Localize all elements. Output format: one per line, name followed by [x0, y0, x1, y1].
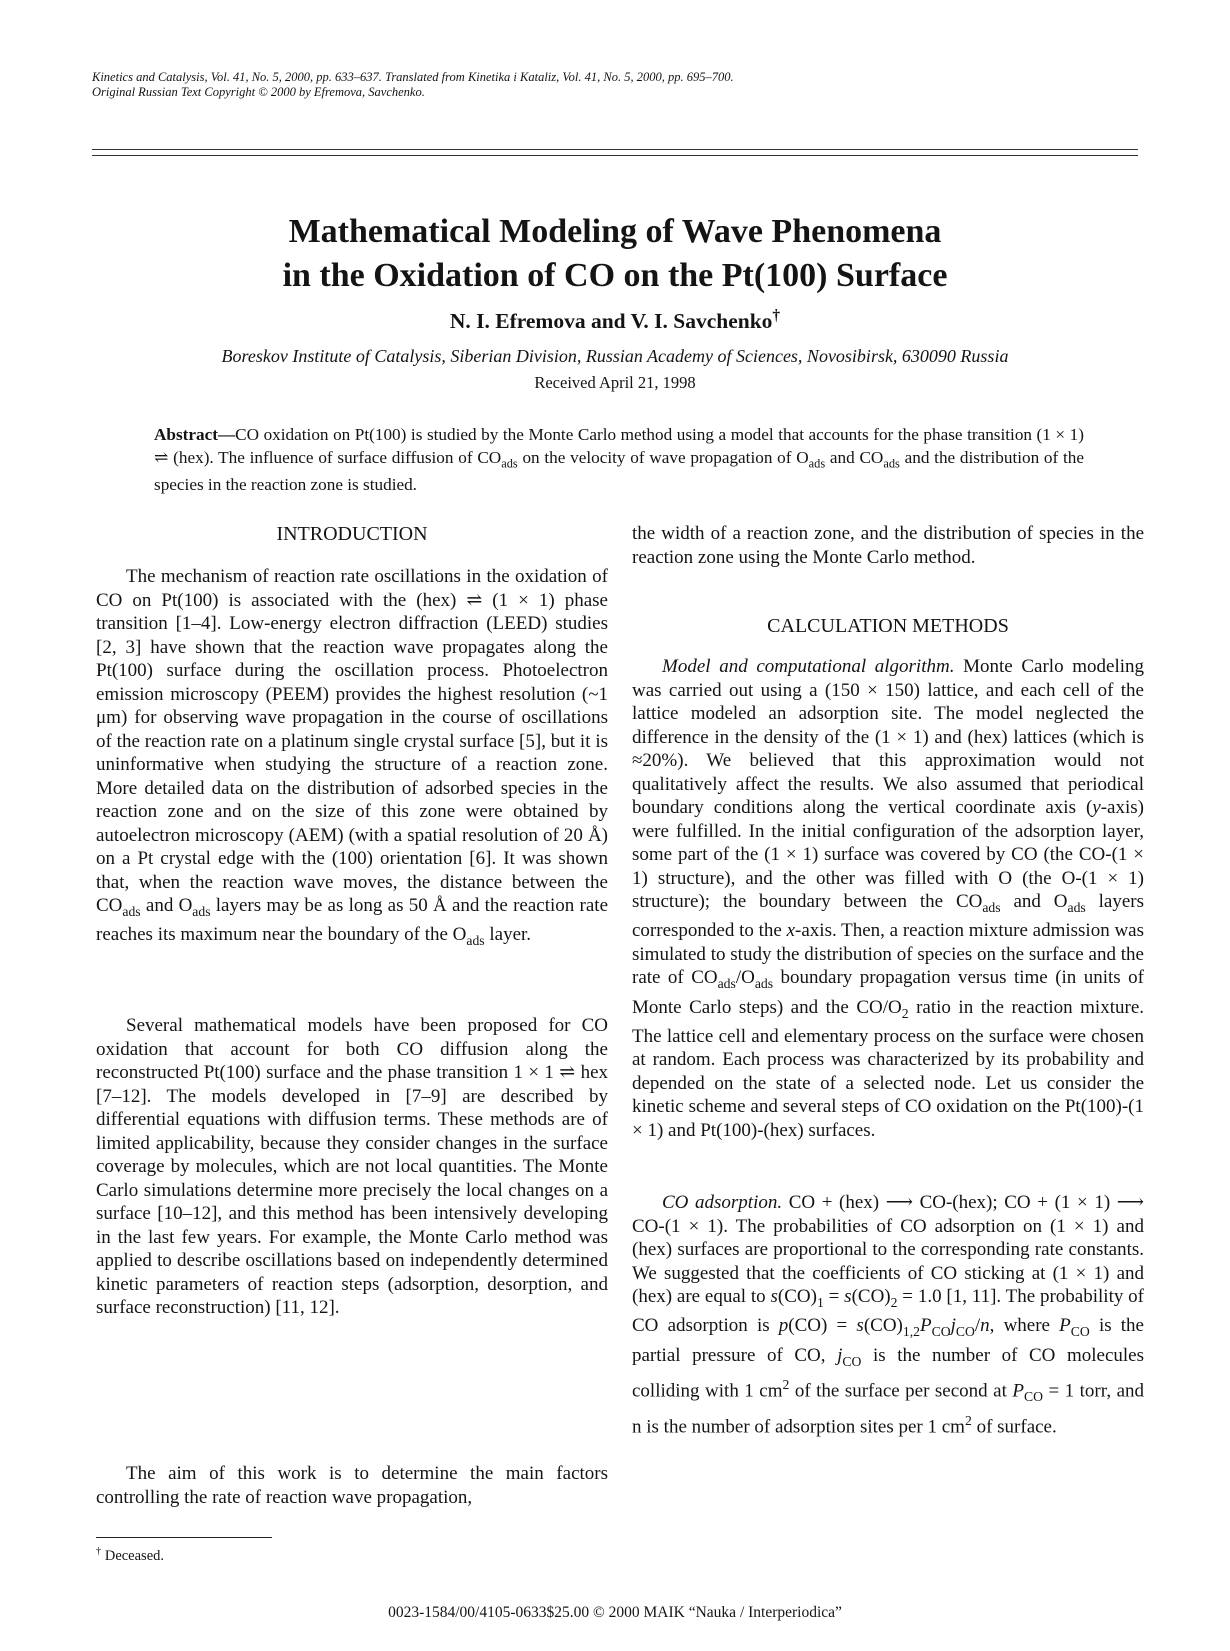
var-P: P: [919, 1315, 932, 1337]
subscript-co: CO: [1070, 1324, 1090, 1340]
superscript-2: 2: [782, 1376, 790, 1392]
subscript-co: CO: [842, 1353, 862, 1369]
intro-p1-text-4: layers may be as long as 50 Å and the reaction rate reaches its maximum near the boundary of the O: [96, 895, 608, 946]
adsorption-text-3: =: [823, 1286, 845, 1307]
model-text-6: /O: [735, 967, 755, 989]
var-P: P: [1012, 1380, 1024, 1402]
introduction-heading: INTRODUCTION: [276, 523, 428, 545]
var-j: j: [837, 1344, 843, 1366]
co-adsorption-paragraph: [632, 1191, 1144, 1438]
received-date: Received April 21, 1998: [534, 373, 696, 392]
adsorption-text-11: is the number of CO molecules colliding with 1 cm: [632, 1344, 1144, 1402]
dagger-mark: †: [96, 1546, 102, 1557]
intro-paragraph-1: [96, 565, 608, 953]
subscript-ads: ads: [717, 976, 736, 992]
subscript-ads: ads: [754, 976, 774, 992]
authors: [92, 307, 1138, 334]
intro-continuation: the width of a reaction zone, and the distribution of species in the reaction zone using the Monte Carlo method.: [632, 523, 1144, 568]
model-text-1: Monte Carlo modeling was carried out using a (150 × 150) lattice, and each cell of the lattice modeled an adsorption site. The model neglected the difference in the density of the (1 × 1) and (hex) lattices (which is ≈20%). We believed that this approximation would not qualitatively affect the results. We also assumed that periodical boundary conditions along the vertical coordinate axis (: [632, 656, 1145, 818]
adsorption-text-9: , where: [989, 1315, 1060, 1337]
adsorption-text-4: (CO): [851, 1286, 891, 1307]
subscript-ads: ads: [982, 899, 1001, 915]
superscript-2: 2: [964, 1412, 972, 1428]
subscript-co: CO: [1023, 1389, 1043, 1405]
intro-paragraph-3: The aim of this work is to determine the main factors controlling the rate of reaction wave propagation,: [96, 1463, 608, 1508]
var-j: j: [950, 1315, 956, 1337]
subscript-1: 1: [816, 1294, 824, 1310]
journal-citation: Kinetics and Catalysis, Vol. 41, No. 5, 2000, pp. 633–637. Translated from Kinetika i Kataliz, Vol. 41, No. 5, 2000, pp. 695–700.: [92, 70, 734, 84]
abstract-text-2: (hex). The influence of surface diffusion of CO: [168, 447, 502, 467]
subscript-1-2: 1,2: [902, 1324, 920, 1340]
var-n: n: [980, 1315, 990, 1337]
adsorption-runin-heading: CO adsorption.: [662, 1192, 783, 1213]
page-footer: 0023-1584/00/4105-0633$25.00 © 2000 MAIK “Nauka / Interperiodica”: [388, 1604, 842, 1621]
intro-p2-text-2: hex [7–12]. The models developed in [7–9] are described by differential equations with diffusion terms. These methods are of limited applicability, because they consider changes in the surface coverage by molecules, which are not local quantities. The Monte Carlo simulations determine more precisely the local changes on a surface [10–12], and this method has been intensively developing in the last few years. For example, the Monte Carlo method was applied to describe oscillations based on independently determined kinetic parameters of reaction steps (adsorption, desorption, and surface reconstruction) [11, 12].: [96, 1062, 609, 1318]
running-header: [92, 70, 734, 100]
calculation-methods-heading: CALCULATION METHODS: [767, 615, 1009, 637]
subscript-ads: ads: [501, 455, 518, 470]
subscript-ads: ads: [192, 903, 211, 919]
adsorption-text-1: CO + (hex) ⟶ CO-(hex); CO + (1 × 1) ⟶ CO-(1 × 1). The probabilities of CO adsorption on (1 × 1) and (hex) surfaces are proportional to the corresponding rate constants. We suggested that the coefficients of CO sticking at (1 × 1) and (hex) are equal to: [632, 1192, 1144, 1307]
var-s: s: [770, 1286, 778, 1307]
affiliation: Boreskov Institute of Catalysis, Siberian Division, Russian Academy of Sciences, Novosibirsk, 630090 Russia: [221, 346, 1009, 366]
model-paragraph: [632, 655, 1144, 1142]
intro-p2-text-1: Several mathematical models have been proposed for CO oxidation that account for both CO diffusion along the reconstructed Pt(100) surface and the phase transition 1 × 1: [96, 1015, 608, 1083]
footnote: [96, 1546, 164, 1565]
footnote-text: Deceased.: [101, 1547, 165, 1564]
model-runin-heading: Model and computational algorithm.: [662, 656, 955, 677]
intro-p1-text-2: (1 × 1) phase transition [1–4]. Low-energy electron diffraction (LEED) studies [2, 3] have shown that the reaction wave propagates along the Pt(100) surface during the oscillation process. Photoelectron emission microscopy (PEEM) provides the highest resolution (~1 μm) for observing wave propagation in the course of oscillations of the reaction rate on a platinum single crystal surface [5], but it is uninformative when studying the structure of a reaction zone. More detailed data on the distribution of adsorbed species in the reaction zone and on the size of this zone were obtained by autoelectron microscopy (AEM) (with a spatial resolution of 20 Å) on a Pt crystal edge with the (100) orientation [6]. It was shown that, when the reaction wave moves, the distance between the CO: [96, 589, 608, 916]
adsorption-text-7: (CO): [863, 1315, 903, 1337]
adsorption-text-14: of surface.: [971, 1415, 1057, 1437]
title-line-2: in the Oxidation of CO on the Pt(100) Surface: [282, 257, 948, 294]
abstract-label: Abstract: [154, 425, 218, 444]
paper-title: [92, 210, 1138, 298]
model-text-3: and O: [1000, 891, 1068, 912]
abstract-text-1: CO oxidation on Pt(100) is studied by the Monte Carlo method using a model that accounts for the phase transition (1 × 1): [235, 425, 1084, 444]
model-text-7: boundary propagation versus time (in units of Monte Carlo steps) and the CO/O: [632, 967, 1144, 1018]
subscript-co: CO: [931, 1324, 951, 1340]
abstract: [154, 424, 1084, 497]
header-rule-top: [92, 149, 1138, 150]
model-text-8: ratio in the reaction mixture. The lattice cell and elementary process on the surface were chosen at random. Each process was characterized by its probability and depended on the state of a selected node. Let us consider the kinetic scheme and several steps of CO oxidation on the Pt(100)-(1 × 1) and Pt(100)-(hex) surfaces.: [632, 996, 1144, 1141]
subscript-ads: ads: [122, 903, 141, 919]
var-p: p: [778, 1315, 789, 1337]
var-y: y: [1092, 797, 1101, 818]
var-s: s: [856, 1315, 864, 1337]
intro-paragraph-2: [96, 1014, 608, 1320]
abstract-text-3: on the velocity of wave propagation of O: [517, 447, 809, 467]
adsorption-text-2: (CO): [777, 1286, 817, 1307]
header-rule-bottom: [92, 155, 1138, 156]
intro-p1-text-5: layer.: [484, 924, 532, 946]
subscript-2: 2: [890, 1294, 898, 1310]
title-line-1: Mathematical Modeling of Wave Phenomena: [288, 213, 942, 250]
adsorption-text-8: /: [974, 1315, 981, 1337]
var-x: x: [786, 920, 796, 942]
adsorption-text-5: = 1.0 [1, 11]. The probability of CO adsorption is: [632, 1286, 1144, 1337]
author-names: N. I. Efremova and V. I. Savchenko: [449, 309, 773, 334]
copyright-line: Original Russian Text Copyright © 2000 by Efremova, Savchenko.: [92, 85, 425, 99]
model-text-2: -axis) were fulfilled. In the initial configuration of the adsorption layer, some part of the (1 × 1) surface was covered by CO (the CO-(1 × 1) structure), and the other was filled with O (the O-(1 × 1) structure); the boundary between the CO: [632, 797, 1144, 912]
adsorption-text-12: of the surface per second at: [789, 1380, 1013, 1402]
abstract-text-5: and the distribution of the species in the reaction zone is studied.: [154, 447, 1084, 495]
dagger-mark: †: [772, 307, 781, 324]
adsorption-text-10: is the partial pressure of CO,: [632, 1315, 1144, 1366]
equilibrium-arrow-icon: ⇌: [559, 1062, 576, 1083]
intro-p1-text-3: and O: [140, 895, 193, 916]
subscript-co: CO: [955, 1324, 975, 1340]
intro-p1-text-1: The mechanism of reaction rate oscillations in the oxidation of CO on Pt(100) is associated with the (hex): [96, 566, 608, 611]
model-text-5: -axis. Then, a reaction mixture admission was simulated to study the distribution of species on the surface and the rate of CO: [632, 920, 1144, 989]
abstract-text-4: and CO: [825, 447, 884, 467]
subscript-ads: ads: [1067, 899, 1086, 915]
abstract-dash: —: [217, 425, 236, 444]
subscript-ads: ads: [808, 455, 826, 470]
subscript-2: 2: [901, 1005, 909, 1021]
adsorption-text-13: = 1 torr, and n is the number of adsorption sites per 1 cm: [632, 1380, 1144, 1437]
equilibrium-arrow-icon: ⇌: [466, 589, 483, 611]
var-s: s: [844, 1286, 852, 1307]
var-P: P: [1059, 1315, 1071, 1337]
footnote-rule: [96, 1537, 272, 1538]
model-text-4: layers corresponded to the: [632, 891, 1144, 942]
equilibrium-arrow-icon: ⇌: [154, 447, 169, 467]
adsorption-text-6: (CO) =: [788, 1315, 857, 1337]
subscript-ads: ads: [883, 455, 900, 470]
subscript-ads: ads: [466, 933, 485, 949]
